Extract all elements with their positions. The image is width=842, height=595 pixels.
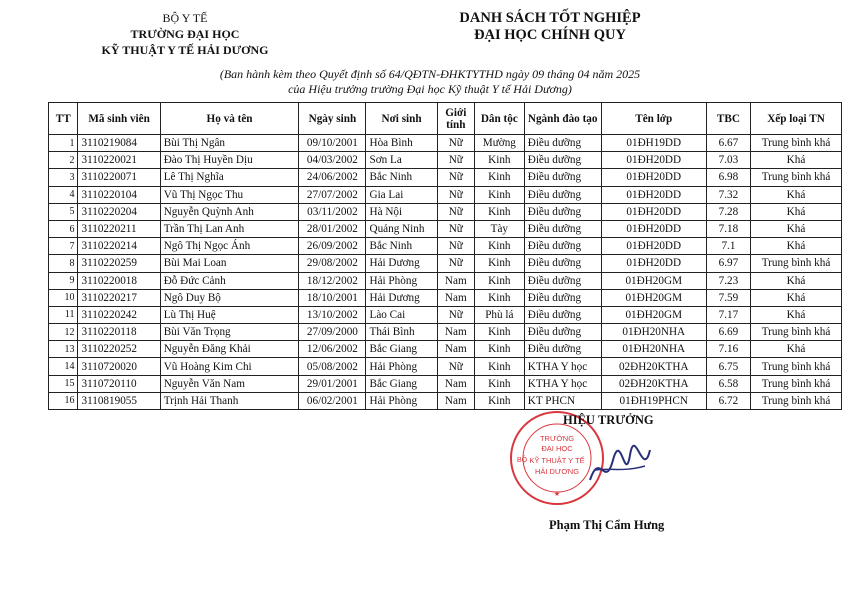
cell-class: 01ĐH20DD [601, 152, 706, 169]
cell-tt: 6 [49, 220, 78, 237]
cell-rank: Trung bình khá [751, 255, 842, 272]
cell-gpa: 6.97 [706, 255, 750, 272]
cell-class: 01ĐH19PHCN [601, 392, 706, 409]
cell-gender: Nam [437, 375, 474, 392]
cell-full-name: Ngô Duy Bộ [160, 289, 299, 306]
cell-birth-date: 12/06/2002 [299, 341, 366, 358]
cell-gender: Nữ [437, 255, 474, 272]
cell-ethnicity: Kinh [474, 324, 524, 341]
cell-rank: Khá [751, 152, 842, 169]
cell-ethnicity: Kinh [474, 289, 524, 306]
svg-text:★: ★ [553, 490, 561, 498]
cell-birth-date: 29/01/2001 [299, 375, 366, 392]
table-row [49, 289, 842, 306]
cell-student-id: 3110220214 [78, 238, 160, 255]
cell-birth-date: 18/10/2001 [299, 289, 366, 306]
school-name-line2: KỸ THUẬT Y TẾ HẢI DƯƠNG [101, 43, 269, 57]
cell-gpa: 6.75 [706, 358, 750, 375]
signer-name: Phạm Thị Cẩm Hưng [549, 518, 665, 532]
cell-birth-place: Hải Dương [366, 255, 437, 272]
cell-full-name: Nguyễn Quỳnh Anh [160, 203, 299, 220]
cell-birth-date: 04/03/2002 [299, 152, 366, 169]
cell-major: Điều dưỡng [524, 220, 601, 237]
cell-gender: Nam [437, 272, 474, 289]
cell-full-name: Vũ Thị Ngọc Thu [160, 186, 299, 203]
cell-student-id: 3110220211 [78, 220, 160, 237]
table-row [49, 169, 842, 186]
col-header-rank: Xếp loại TN [751, 103, 842, 135]
cell-birth-date: 28/01/2002 [299, 220, 366, 237]
cell-gender: Nam [437, 289, 474, 306]
cell-ethnicity: Mường [474, 135, 524, 152]
cell-major: Điều dưỡng [524, 289, 601, 306]
cell-full-name: Nguyễn Đăng Khải [160, 341, 299, 358]
table-row [49, 186, 842, 203]
cell-major: Điều dưỡng [524, 272, 601, 289]
col-header-ethnicity: Dân tộc [474, 103, 524, 135]
cell-gpa: 7.16 [706, 341, 750, 358]
col-header-gpa: TBC [706, 103, 750, 135]
svg-text:ĐẠI HỌC: ĐẠI HỌC [541, 444, 573, 453]
cell-major: Điều dưỡng [524, 324, 601, 341]
cell-tt: 2 [49, 152, 78, 169]
cell-gender: Nam [437, 341, 474, 358]
cell-class: 01ĐH20DD [601, 255, 706, 272]
cell-ethnicity: Kinh [474, 375, 524, 392]
table-row [49, 306, 842, 323]
cell-tt: 1 [49, 135, 78, 152]
cell-rank: Khá [751, 306, 842, 323]
cell-tt: 14 [49, 358, 78, 375]
cell-full-name: Bùi Thị Ngân [160, 135, 299, 152]
cell-ethnicity: Kinh [474, 341, 524, 358]
cell-tt: 4 [49, 186, 78, 203]
handwritten-signature [585, 440, 655, 495]
table-row [49, 203, 842, 220]
cell-gender: Nam [437, 392, 474, 409]
cell-gender: Nam [437, 324, 474, 341]
cell-class: 01ĐH20DD [601, 169, 706, 186]
cell-rank: Trung bình khá [751, 135, 842, 152]
cell-full-name: Nguyễn Văn Nam [160, 375, 299, 392]
cell-full-name: Ngô Thị Ngọc Ánh [160, 238, 299, 255]
cell-birth-place: Bắc Giang [366, 375, 437, 392]
table-row [49, 375, 842, 392]
cell-student-id: 3110220071 [78, 169, 160, 186]
cell-gender: Nữ [437, 169, 474, 186]
cell-gpa: 6.69 [706, 324, 750, 341]
cell-rank: Trung bình khá [751, 358, 842, 375]
cell-ethnicity: Kinh [474, 186, 524, 203]
cell-student-id: 3110219084 [78, 135, 160, 152]
cell-rank: Khá [751, 220, 842, 237]
cell-major: KT PHCN [524, 392, 601, 409]
cell-full-name: Trịnh Hải Thanh [160, 392, 299, 409]
cell-full-name: Bùi Mai Loan [160, 255, 299, 272]
cell-gpa: 7.18 [706, 220, 750, 237]
cell-birth-date: 06/02/2001 [299, 392, 366, 409]
cell-gender: Nữ [437, 306, 474, 323]
school-name-line1: TRƯỜNG ĐẠI HỌC [130, 27, 240, 41]
cell-birth-place: Lào Cai [366, 306, 437, 323]
cell-birth-place: Hải Phòng [366, 392, 437, 409]
cell-major: Điều dưỡng [524, 306, 601, 323]
cell-birth-place: Hải Dương [366, 289, 437, 306]
ministry-name: BỘ Y TẾ [162, 11, 208, 25]
cell-class: 01ĐH20DD [601, 238, 706, 255]
cell-tt: 8 [49, 255, 78, 272]
cell-birth-date: 05/08/2002 [299, 358, 366, 375]
cell-tt: 16 [49, 392, 78, 409]
cell-gpa: 7.28 [706, 203, 750, 220]
signer-title: HIỆU TRƯỞNG [563, 413, 654, 427]
svg-text:HẢI DƯƠNG: HẢI DƯƠNG [534, 467, 580, 476]
cell-birth-date: 27/07/2002 [299, 186, 366, 203]
col-header-birth-place: Nơi sinh [366, 103, 437, 135]
cell-birth-place: Hải Phòng [366, 358, 437, 375]
cell-birth-date: 26/09/2002 [299, 238, 366, 255]
col-header-full-name: Họ và tên [160, 103, 299, 135]
cell-birth-date: 27/09/2000 [299, 324, 366, 341]
cell-birth-place: Quảng Ninh [366, 220, 437, 237]
cell-birth-place: Hà Nội [366, 203, 437, 220]
cell-tt: 7 [49, 238, 78, 255]
cell-class: 01ĐH20NHA [601, 341, 706, 358]
cell-student-id: 3110720110 [78, 375, 160, 392]
cell-birth-place: Thái Bình [366, 324, 437, 341]
cell-birth-place: Sơn La [366, 152, 437, 169]
cell-class: 02ĐH20KTHA [601, 358, 706, 375]
cell-major: Điều dưỡng [524, 203, 601, 220]
cell-tt: 3 [49, 169, 78, 186]
cell-ethnicity: Tày [474, 220, 524, 237]
cell-birth-date: 29/08/2002 [299, 255, 366, 272]
table-header-row [49, 103, 842, 135]
cell-full-name: Đào Thị Huyền Dịu [160, 152, 299, 169]
cell-student-id: 3110819055 [78, 392, 160, 409]
cell-student-id: 3110220252 [78, 341, 160, 358]
cell-rank: Trung bình khá [751, 392, 842, 409]
cell-gpa: 6.67 [706, 135, 750, 152]
cell-class: 01ĐH20DD [601, 186, 706, 203]
cell-major: KTHA Y học [524, 375, 601, 392]
cell-class: 01ĐH19DD [601, 135, 706, 152]
svg-text:BỘ: BỘ [517, 457, 528, 464]
cell-gpa: 7.1 [706, 238, 750, 255]
cell-rank: Khá [751, 289, 842, 306]
cell-major: Điều dưỡng [524, 152, 601, 169]
cell-tt: 12 [49, 324, 78, 341]
issuer-block [90, 10, 280, 58]
cell-class: 01ĐH20GM [601, 306, 706, 323]
cell-rank: Khá [751, 238, 842, 255]
col-header-gender: Giới tính [437, 103, 474, 135]
cell-class: 01ĐH20NHA [601, 324, 706, 341]
cell-student-id: 3110720020 [78, 358, 160, 375]
cell-student-id: 3110220217 [78, 289, 160, 306]
cell-tt: 11 [49, 306, 78, 323]
cell-gpa: 7.17 [706, 306, 750, 323]
document-title [420, 10, 680, 44]
cell-tt: 13 [49, 341, 78, 358]
col-header-class: Tên lớp [601, 103, 706, 135]
cell-full-name: Bùi Văn Trọng [160, 324, 299, 341]
cell-gpa: 7.03 [706, 152, 750, 169]
cell-gpa: 6.98 [706, 169, 750, 186]
col-header-birth-date: Ngày sinh [299, 103, 366, 135]
cell-gender: Nữ [437, 358, 474, 375]
cell-gpa: 6.58 [706, 375, 750, 392]
col-header-major: Ngành đào tạo [524, 103, 601, 135]
title-line1: DANH SÁCH TỐT NGHIỆP [459, 10, 641, 26]
table-row [49, 238, 842, 255]
table-row [49, 392, 842, 409]
cell-full-name: Lù Thị Huệ [160, 306, 299, 323]
cell-birth-place: Hòa Bình [366, 135, 437, 152]
cell-birth-date: 18/12/2002 [299, 272, 366, 289]
cell-rank: Khá [751, 272, 842, 289]
cell-tt: 5 [49, 203, 78, 220]
cell-class: 01ĐH20DD [601, 203, 706, 220]
cell-ethnicity: Kinh [474, 392, 524, 409]
table-row [49, 272, 842, 289]
decision-note [140, 67, 720, 97]
cell-gender: Nữ [437, 152, 474, 169]
table-body [49, 135, 842, 410]
cell-rank: Trung bình khá [751, 169, 842, 186]
cell-full-name: Lê Thị Nghĩa [160, 169, 299, 186]
cell-birth-date: 13/10/2002 [299, 306, 366, 323]
cell-tt: 15 [49, 375, 78, 392]
cell-class: 01ĐH20DD [601, 220, 706, 237]
cell-ethnicity: Phù lá [474, 306, 524, 323]
cell-birth-place: Bắc Ninh [366, 238, 437, 255]
cell-gender: Nữ [437, 238, 474, 255]
cell-gpa: 7.23 [706, 272, 750, 289]
cell-full-name: Vũ Hoàng Kim Chi [160, 358, 299, 375]
cell-gpa: 6.72 [706, 392, 750, 409]
cell-student-id: 3110220021 [78, 152, 160, 169]
col-header-tt: TT [49, 103, 78, 135]
cell-full-name: Đỗ Đức Cảnh [160, 272, 299, 289]
table-row [49, 135, 842, 152]
table-row [49, 324, 842, 341]
svg-text:TRƯỜNG: TRƯỜNG [539, 434, 575, 443]
cell-major: KTHA Y học [524, 358, 601, 375]
cell-student-id: 3110220259 [78, 255, 160, 272]
cell-major: Điều dưỡng [524, 135, 601, 152]
cell-student-id: 3110220018 [78, 272, 160, 289]
cell-birth-place: Bắc Ninh [366, 169, 437, 186]
cell-major: Điều dưỡng [524, 169, 601, 186]
cell-gender: Nữ [437, 220, 474, 237]
cell-ethnicity: Kinh [474, 238, 524, 255]
cell-major: Điều dưỡng [524, 341, 601, 358]
cell-birth-date: 03/11/2002 [299, 203, 366, 220]
cell-major: Điều dưỡng [524, 186, 601, 203]
table-row [49, 255, 842, 272]
cell-tt: 9 [49, 272, 78, 289]
cell-class: 02ĐH20KTHA [601, 375, 706, 392]
cell-gpa: 7.59 [706, 289, 750, 306]
cell-rank: Khá [751, 203, 842, 220]
cell-student-id: 3110220204 [78, 203, 160, 220]
cell-gender: Nữ [437, 186, 474, 203]
cell-ethnicity: Kinh [474, 203, 524, 220]
col-header-student-id: Mã sinh viên [78, 103, 160, 135]
cell-ethnicity: Kinh [474, 169, 524, 186]
cell-major: Điều dưỡng [524, 255, 601, 272]
cell-rank: Khá [751, 341, 842, 358]
table-row [49, 152, 842, 169]
svg-text:KỸ THUẬT Y TẾ: KỸ THUẬT Y TẾ [529, 456, 585, 465]
cell-ethnicity: Kinh [474, 358, 524, 375]
cell-rank: Trung bình khá [751, 375, 842, 392]
cell-rank: Khá [751, 186, 842, 203]
table-row [49, 220, 842, 237]
cell-birth-date: 24/06/2002 [299, 169, 366, 186]
cell-gpa: 7.32 [706, 186, 750, 203]
cell-rank: Trung bình khá [751, 324, 842, 341]
note-line2: của Hiệu trưởng trường Đại học Kỹ thuật Y tế Hải Dương) [288, 82, 572, 96]
cell-student-id: 3110220242 [78, 306, 160, 323]
cell-student-id: 3110220118 [78, 324, 160, 341]
cell-birth-place: Gia Lai [366, 186, 437, 203]
note-line1: (Ban hành kèm theo Quyết định số 64/QĐTN-ĐHKTYTHD ngày 09 tháng 04 năm 2025 [219, 67, 641, 81]
title-line2: ĐẠI HỌC CHÍNH QUY [474, 27, 626, 43]
cell-ethnicity: Kinh [474, 152, 524, 169]
cell-birth-date: 09/10/2001 [299, 135, 366, 152]
cell-gender: Nữ [437, 135, 474, 152]
cell-ethnicity: Kinh [474, 272, 524, 289]
cell-tt: 10 [49, 289, 78, 306]
cell-class: 01ĐH20GM [601, 272, 706, 289]
cell-birth-place: Bắc Giang [366, 341, 437, 358]
graduate-table [48, 102, 842, 410]
cell-student-id: 3110220104 [78, 186, 160, 203]
table-row [49, 341, 842, 358]
cell-gender: Nữ [437, 203, 474, 220]
cell-class: 01ĐH20GM [601, 289, 706, 306]
table-row [49, 358, 842, 375]
cell-birth-place: Hải Phòng [366, 272, 437, 289]
cell-full-name: Trần Thị Lan Anh [160, 220, 299, 237]
cell-major: Điều dưỡng [524, 238, 601, 255]
cell-ethnicity: Kinh [474, 255, 524, 272]
